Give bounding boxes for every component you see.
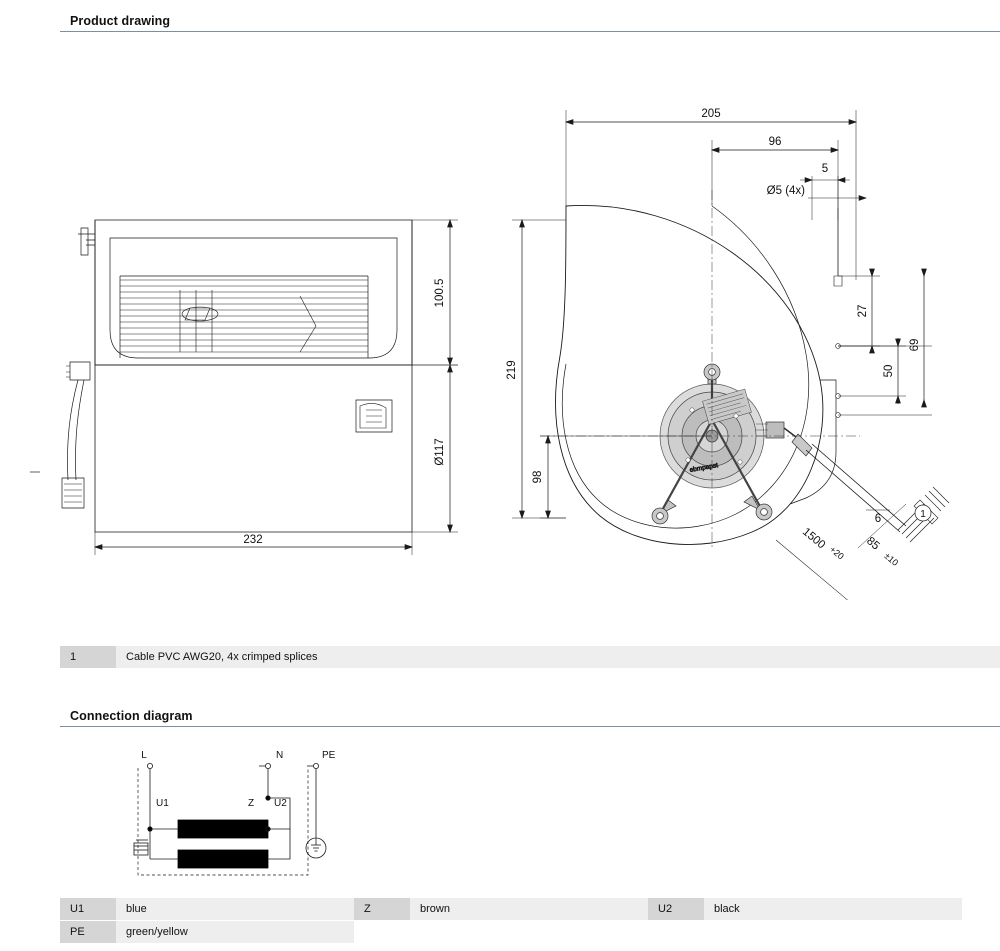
legend-value: Cable PVC AWG20, 4x crimped splices [116,646,1000,668]
section-title: Product drawing [70,13,171,28]
terminal-label-n: N [276,750,284,761]
dim-width-96: 96 [768,136,782,148]
legend-value-u2: black [704,898,962,920]
dim-27: 27 [857,304,869,318]
legend-value-z: brown [410,898,648,920]
dim-width-232: 232 [243,534,263,546]
dim-diameter-117: Ø117 [434,438,446,466]
section-header-product-drawing [60,10,1000,32]
dim-69: 69 [909,338,921,352]
legend-row-wire-colors-2 [60,921,1000,943]
terminal-label-l: L [141,750,147,761]
legend-key-u2: U2 [648,898,704,920]
hub-brand-text: ebmpapst [689,462,719,474]
legend-value-pe: green/yellow [116,921,354,943]
legend-row-cable [60,646,1000,668]
dim-height-top: 100.5 [434,278,446,308]
legend-key-u1: U1 [60,898,116,920]
terminal-label-z: Z [248,798,255,809]
legend-key-z: Z [354,898,410,920]
dim-strip-length-tol: ±10 [882,550,901,568]
dim-hole-diameter: Ø5 (4x) [766,185,805,197]
legend-key-pe: PE [60,921,116,943]
dim-offset-5: 5 [821,163,829,175]
section-header-connection-diagram [60,705,1000,727]
dim-wire-count: 6 [874,513,882,525]
dim-cable-length: 1500 [800,525,828,552]
connection-diagram-figure [60,740,460,900]
legend-key: 1 [60,646,116,668]
callout-1: 1 [920,509,926,520]
section-title: Connection diagram [70,708,193,723]
product-drawing-figure [0,80,1000,600]
legend-row-wire-colors-1 [60,898,1000,920]
dim-cable-length-tol: +20 [827,544,846,562]
dim-50: 50 [883,364,895,378]
dim-98: 98 [532,470,544,484]
terminal-label-pe: PE [322,750,336,761]
terminal-label-u1: U1 [156,798,169,809]
legend-value-u1: blue [116,898,354,920]
dim-219: 219 [506,360,518,380]
dim-strip-length: 85 [864,535,882,553]
dim-width-205: 205 [701,108,721,120]
terminal-label-u2: U2 [274,798,287,809]
